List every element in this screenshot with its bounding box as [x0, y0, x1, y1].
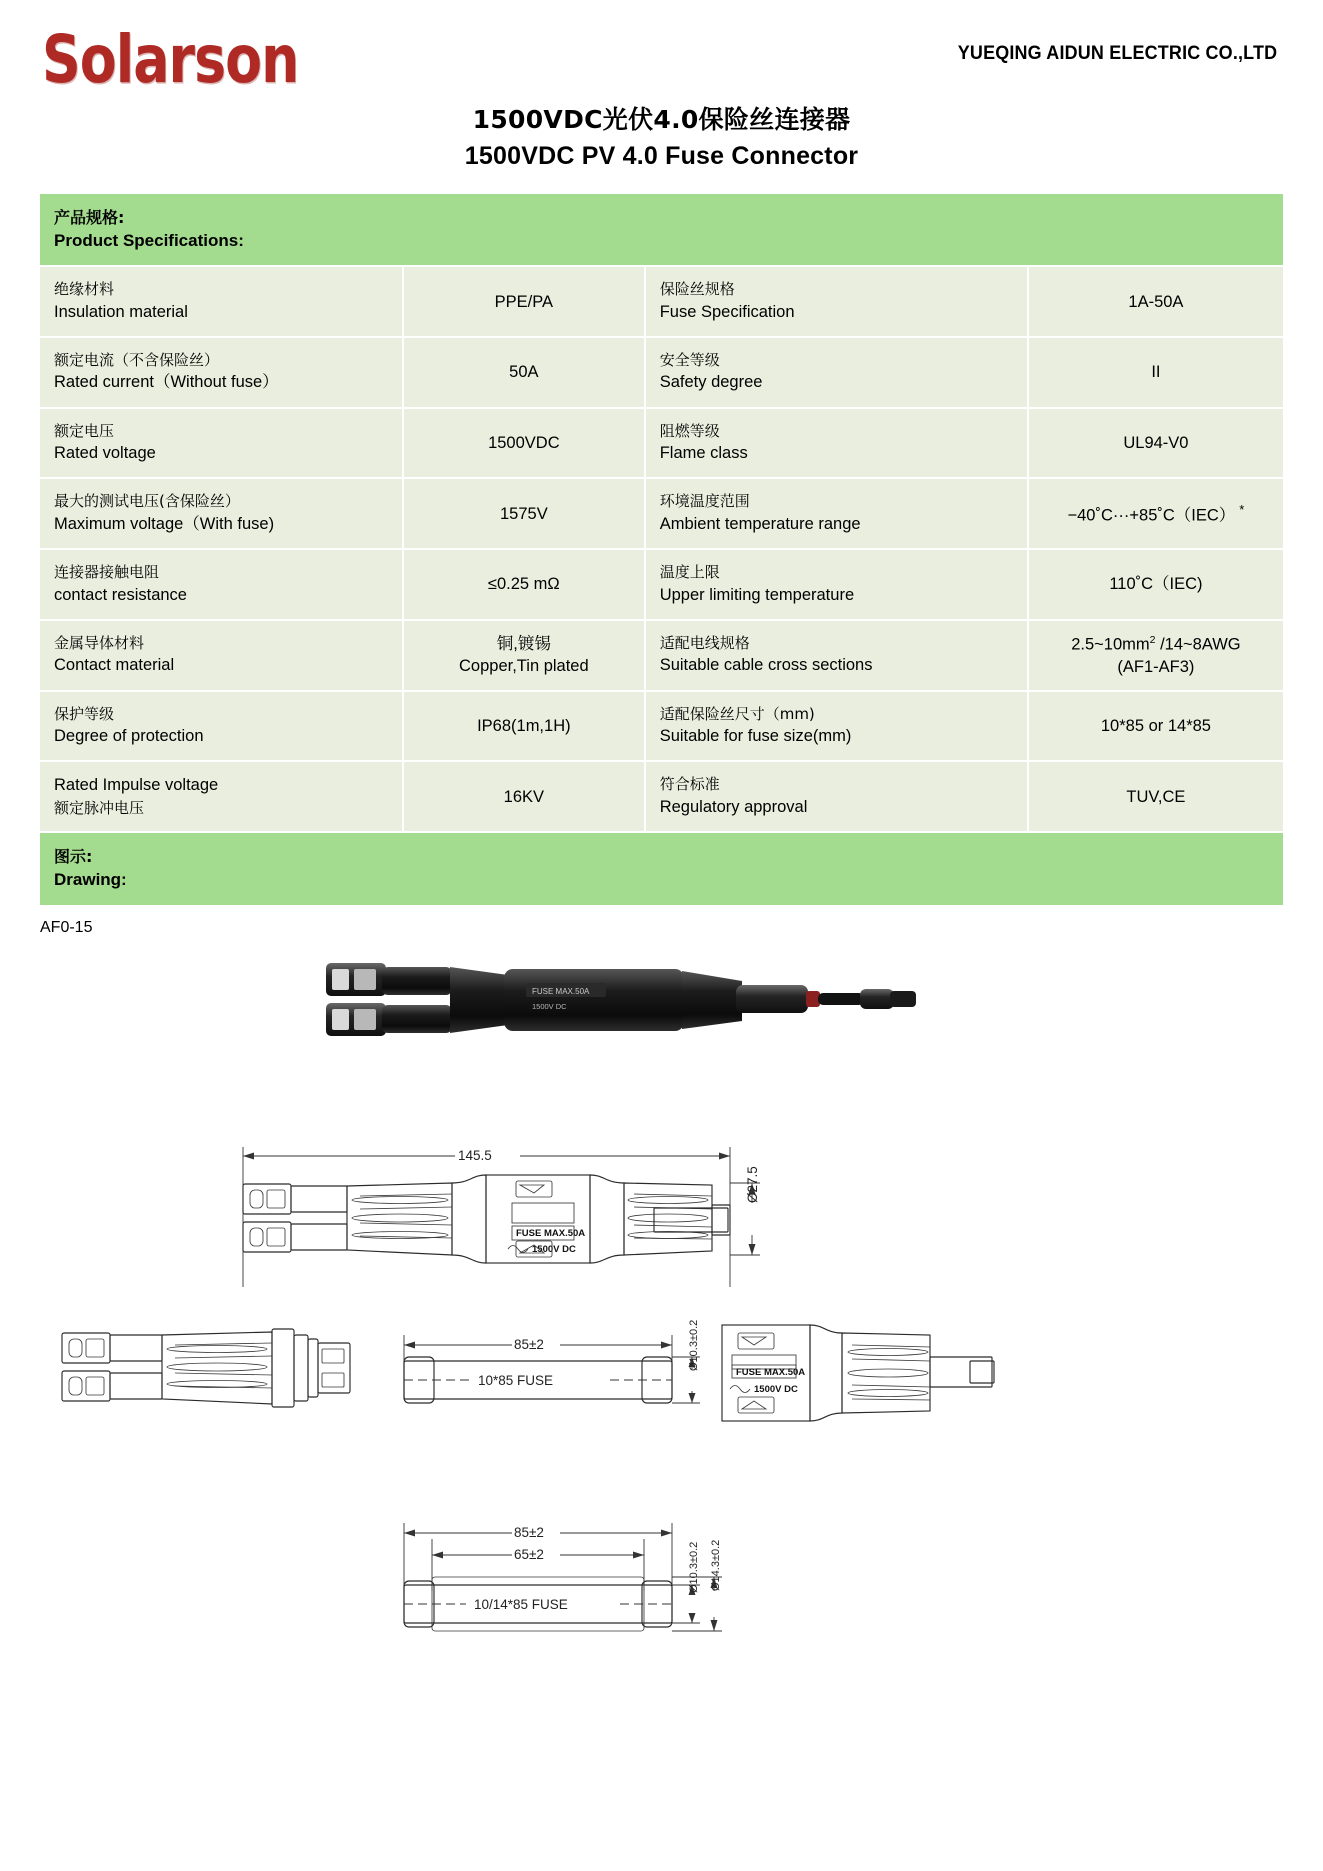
row-value-left: 1500VDC [404, 409, 644, 478]
spec-band-header [40, 194, 1283, 266]
voltage-label-2: 1500V DC [754, 1383, 798, 1395]
drawing-band-en: Drawing: [54, 870, 127, 890]
label-en: Rated current（Without fuse） [54, 373, 279, 392]
label-cn: 绝缘材料 [54, 280, 115, 299]
table-row [40, 409, 1283, 478]
value-line-2: (AF1-AF3) [1117, 657, 1195, 676]
label-cn: 阻燃等级 [659, 421, 720, 440]
row-value-left: ≤0.25 mΩ [404, 550, 644, 619]
spec-band-header-row [40, 194, 1283, 266]
label-en: Degree of protection [54, 726, 204, 745]
row-value-right: UL94-V0 [1029, 409, 1283, 478]
label-en: contact resistance [54, 585, 187, 604]
row-value-right: 110˚C（IEC) [1029, 550, 1283, 619]
row-value-right: II [1029, 338, 1283, 407]
technical-drawing-assembly [0, 1099, 1323, 1299]
label-en: Rated voltage [54, 444, 156, 463]
label-en: Insulation material [54, 302, 188, 321]
row-label-right [646, 762, 1027, 831]
row-value-right [1029, 479, 1283, 548]
row-label-right [646, 479, 1027, 548]
label-cn: 额定电压 [54, 421, 115, 440]
row-value-right: 1A-50A [1029, 267, 1283, 336]
label-cn: 环境温度范围 [659, 492, 750, 511]
drawing-model-label: AF0-15 [40, 918, 93, 936]
row-label-right [646, 409, 1027, 478]
label-cn: 安全等级 [659, 351, 720, 370]
dim-145-5: 145.5 [458, 1147, 492, 1163]
dim-dia-10-3: Ø10.3±0.2 [688, 1319, 700, 1371]
spec-table-wrapper [38, 192, 1285, 907]
row-label-right [646, 692, 1027, 761]
voltage-label: 1500V DC [532, 1243, 576, 1255]
label-cn: 连接器接触电阻 [54, 563, 160, 582]
row-label-left [40, 762, 402, 831]
row-label-right [646, 621, 1027, 690]
fuse-max-label: FUSE MAX.50A [516, 1227, 586, 1239]
row-label-left [40, 692, 402, 761]
photo-left-connectors [326, 963, 452, 1036]
label-en: Upper limiting temperature [659, 585, 855, 604]
row-label-left [40, 338, 402, 407]
label-cn: 保护等级 [54, 704, 115, 723]
table-row [40, 338, 1283, 407]
row-value-left: PPE/PA [404, 267, 644, 336]
row-label-right [646, 267, 1027, 336]
technical-drawing-fuse-row [0, 1299, 1323, 1499]
table-row [40, 550, 1283, 619]
value-line-1: $2.5\sim 10mm^2$ /14~8AWG [1071, 633, 1241, 654]
drawing-band-header-row [40, 833, 1283, 905]
dimension-overall-diameter [730, 1166, 760, 1255]
drawing-band-cn: 图示: [54, 847, 93, 867]
fuse-text-10-14x85: 10/14*85 FUSE [474, 1596, 568, 1612]
page-title [0, 104, 1323, 174]
drawing-fuse-10-14x85 [404, 1523, 722, 1631]
page-header [0, 0, 1323, 99]
row-value-left: IP68(1m,1H) [404, 692, 644, 761]
temperature-range-value: −40˚C···+85˚C（IEC） [1067, 506, 1236, 525]
row-value-right [1029, 621, 1283, 690]
title-chinese: 1500VDC光伏4.0保险丝连接器 [472, 105, 851, 134]
label-en: Maximum voltage（With fuse) [54, 514, 275, 533]
label-cn: 适配电线规格 [659, 633, 750, 652]
label-cn: 额定电流（不含保险丝） [54, 351, 220, 370]
assembly-outline [243, 1175, 730, 1263]
fuse-text-10x85: 10*85 FUSE [478, 1372, 554, 1388]
label-en: Fuse Specification [659, 302, 795, 321]
row-value-left: 16KV [404, 762, 644, 831]
label-en: Regulatory approval [659, 797, 808, 816]
row-label-left [40, 267, 402, 336]
label-cn: 最大的测试电压(含保险丝） [54, 492, 240, 511]
row-label-left [40, 550, 402, 619]
table-row [40, 479, 1283, 548]
table-row [40, 621, 1283, 690]
fuse-max-label-2: FUSE MAX.50A [736, 1366, 806, 1378]
row-label-right [646, 338, 1027, 407]
dim-65-plusminus-2: 65±2 [514, 1546, 544, 1562]
spec-band-en: Product Specifications: [54, 230, 244, 250]
label-en: Contact material [54, 656, 175, 675]
label-en: Rated Impulse voltage [54, 776, 219, 795]
drawing-rear-view [62, 1329, 350, 1407]
dim-85-plusminus-2-bottom: 85±2 [514, 1524, 544, 1540]
company-name: YUEQING AIDUN ELECTRIC CO.,LTD [957, 42, 1277, 64]
row-label-left [40, 409, 402, 478]
table-row [40, 267, 1283, 336]
brand-logo: Solarson [42, 22, 299, 99]
svg-text:FUSE MAX.50A: FUSE MAX.50A [531, 986, 589, 996]
row-value-left: 50A [404, 338, 644, 407]
svg-text:1500V DC: 1500V DC [531, 1001, 567, 1011]
row-value-left: 1575V [404, 479, 644, 548]
drawing-fuse-10x85 [404, 1320, 700, 1403]
row-value-left [404, 621, 644, 690]
label-cn: 符合标准 [659, 775, 720, 794]
product-photo [0, 941, 1323, 1091]
label-cn: 保险丝规格 [659, 280, 735, 299]
label-cn: 温度上限 [659, 563, 720, 582]
dim-85-plusminus-2-top: 85±2 [514, 1336, 544, 1352]
row-label-left [40, 479, 402, 548]
dim-dia-10-3-bottom: Ø10.3±0.2 [688, 1541, 700, 1593]
row-value-right: 10*85 or 14*85 [1029, 692, 1283, 761]
title-english: 1500VDC PV 4.0 Fuse Connector [464, 141, 859, 170]
dim-dia-27-5: Ø27.5 [745, 1166, 760, 1203]
row-label-right [646, 550, 1027, 619]
label-en: Ambient temperature range [659, 514, 861, 533]
dim-dia-14-3: Ø14.3±0.2 [710, 1539, 722, 1591]
superscript-2: 2 [1149, 633, 1156, 646]
label-cn: 额定脉冲电压 [54, 798, 145, 817]
drawing-connector-body-right [722, 1325, 994, 1421]
table-row [40, 692, 1283, 761]
spec-band-cn: 产品规格: [54, 207, 125, 227]
label-cn: 金属导体材料 [54, 633, 145, 652]
footnote-asterisk: * [1239, 501, 1245, 517]
label-en: Safety degree [659, 373, 763, 392]
drawing-band-header [40, 833, 1283, 905]
label-en: Suitable cable cross sections [659, 656, 873, 675]
label-cn: 适配保险丝尺寸（mm) [659, 704, 815, 723]
row-value-right: TUV,CE [1029, 762, 1283, 831]
technical-drawing-fuse-large [0, 1499, 1323, 1679]
value-line-2: Copper,Tin plated [459, 657, 589, 676]
specifications-table [38, 192, 1285, 907]
label-en: Suitable for fuse size(mm) [659, 726, 852, 745]
label-en: Flame class [659, 444, 748, 463]
row-label-left [40, 621, 402, 690]
value-line-1: 铜,镀锡 [496, 635, 551, 654]
table-row [40, 762, 1283, 831]
drawing-area [0, 941, 1323, 1679]
